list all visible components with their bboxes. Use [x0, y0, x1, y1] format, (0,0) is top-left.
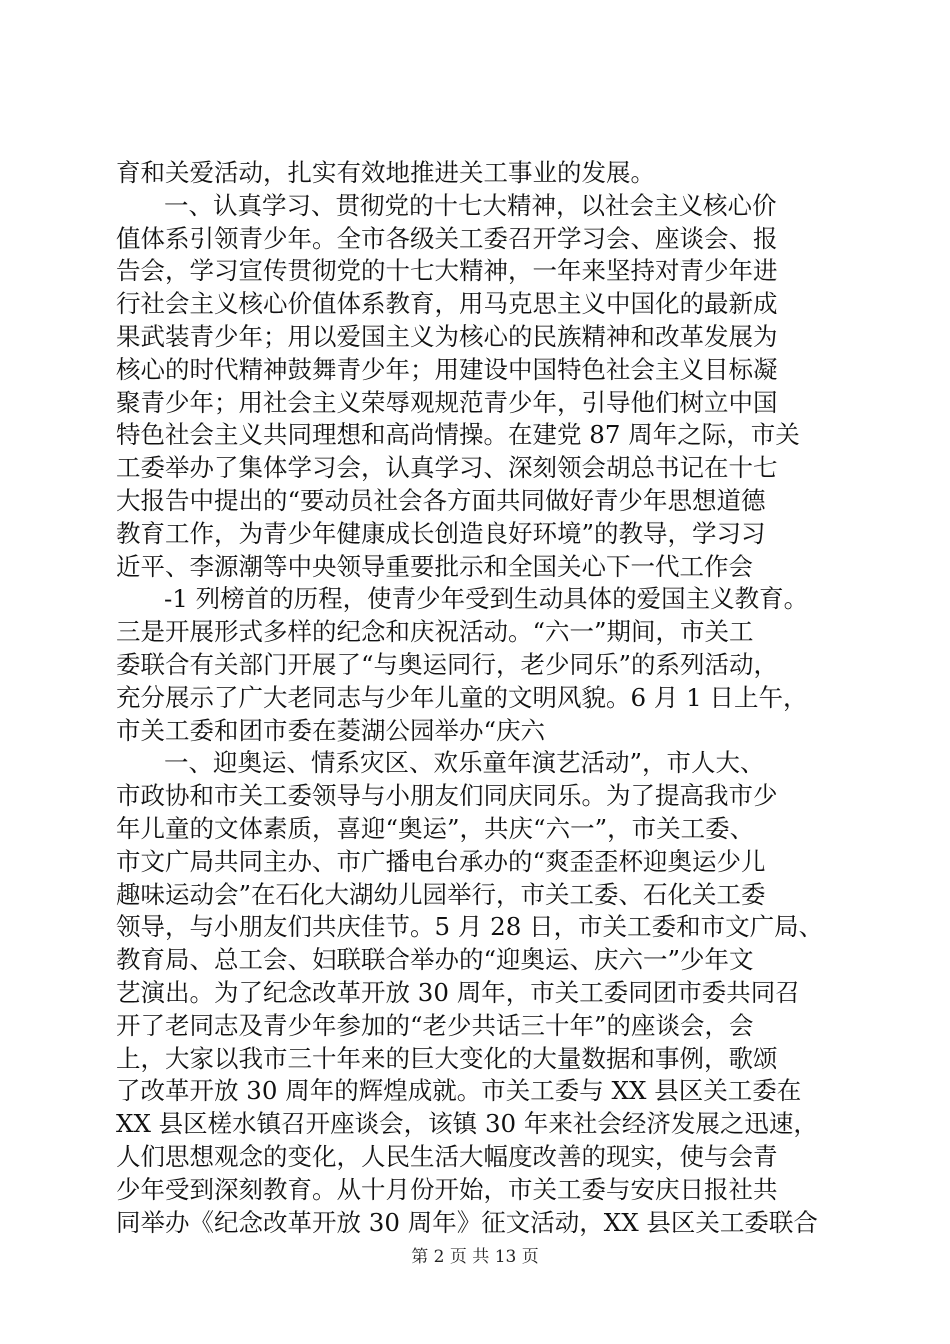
- text-line: 市文广局共同主办、市广播电台承办的“爽歪歪杯迎奥运少儿: [116, 846, 766, 876]
- text-line: -1 列榜首的历程，使青少年受到生动具体的爱国主义教育。: [164, 584, 809, 614]
- body-text: [116, 157, 836, 1239]
- text-line: 大报告中提出的“要动员社会各方面共同做好青少年思想道德: [116, 485, 766, 515]
- text-line: 充分展示了广大老同志与少年儿童的文明风貌。6 月 1 日上午，: [116, 682, 808, 712]
- text-line: 教育工作，为青少年健康成长创造良好环境”的教导，学习习: [116, 518, 766, 548]
- text-line: 育和关爱活动，扎实有效地推进关工事业的发展。: [116, 158, 655, 187]
- text-line: 核心的时代精神鼓舞青少年；用建设中国特色社会主义目标凝: [116, 354, 778, 384]
- text-line: 了改革开放 30 周年的辉煌成就。市关工委与 XX 县区关工委在: [116, 1076, 802, 1106]
- text-line: 趣味运动会”在石化大湖幼儿园举行，市关工委、石化关工委: [116, 879, 766, 909]
- text-line: 聚青少年；用社会主义荣辱观规范青少年，引导他们树立中国: [116, 387, 778, 417]
- text-line: 果武装青少年；用以爱国主义为核心的民族精神和改革发展为: [116, 321, 778, 351]
- text-line: 同举办《纪念改革开放 30 周年》征文活动，XX 县区关工委联合: [116, 1207, 818, 1237]
- text-line: 特色社会主义共同理想和高尚情操。在建党 87 周年之际，市关: [116, 420, 800, 450]
- text-line: 三是开展形式多样的纪念和庆祝活动。“六一”期间，市关工: [116, 617, 754, 647]
- text-line: 领导，与小朋友们共庆佳节。5 月 28 日，市关工委和市文广局、: [116, 912, 824, 942]
- text-line: 开了老同志及青少年参加的“老少共话三十年”的座谈会，会: [116, 1010, 754, 1040]
- text-line: XX 县区槎水镇召开座谈会，该镇 30 年来社会经济发展之迅速，: [116, 1109, 818, 1139]
- text-line: 教育局、总工会、妇联联合举办的“迎奥运、庆六一”少年文: [116, 945, 754, 975]
- text-line: 市政协和市关工委领导与小朋友们同庆同乐。为了提高我市少: [116, 781, 778, 811]
- text-line: 近平、李源潮等中央领导重要批示和全国关心下一代工作会: [116, 551, 753, 581]
- text-line: 值体系引领青少年。全市各级关工委召开学习会、座谈会、报: [116, 223, 778, 253]
- text-line: 委联合有关部门开展了“与奥运同行，老少同乐”的系列活动，: [116, 649, 779, 679]
- text-line: 市关工委和团市委在菱湖公园举办“庆六: [116, 715, 546, 745]
- text-line: 一、认真学习、贯彻党的十七大精神，以社会主义核心价: [164, 190, 777, 220]
- text-line: 年儿童的文体素质，喜迎“奥运”，共庆“六一”，市关工委、: [116, 813, 755, 843]
- text-line: 上，大家以我市三十年来的巨大变化的大量数据和事例，歌颂: [116, 1043, 778, 1073]
- text-line: 一、迎奥运、情系灾区、欢乐童年演艺活动”，市人大、: [164, 748, 765, 778]
- page-footer: 第 2 页 共 13 页: [411, 1247, 539, 1267]
- text-line: 人们思想观念的变化，人民生活大幅度改善的现实，使与会青: [116, 1141, 778, 1171]
- text-line: 艺演出。为了纪念改革开放 30 周年，市关工委同团市委共同召: [116, 977, 800, 1007]
- text-line: 行社会主义核心价值体系教育，用马克思主义中国化的最新成: [116, 289, 778, 319]
- text-line: 告会，学习宣传贯彻党的十七大精神，一年来坚持对青少年进: [116, 256, 778, 286]
- text-line: 少年受到深刻教育。从十月份开始，市关工委与安庆日报社共: [116, 1174, 778, 1204]
- text-line: 工委举办了集体学习会，认真学习、深刻领会胡总书记在十七: [116, 453, 778, 483]
